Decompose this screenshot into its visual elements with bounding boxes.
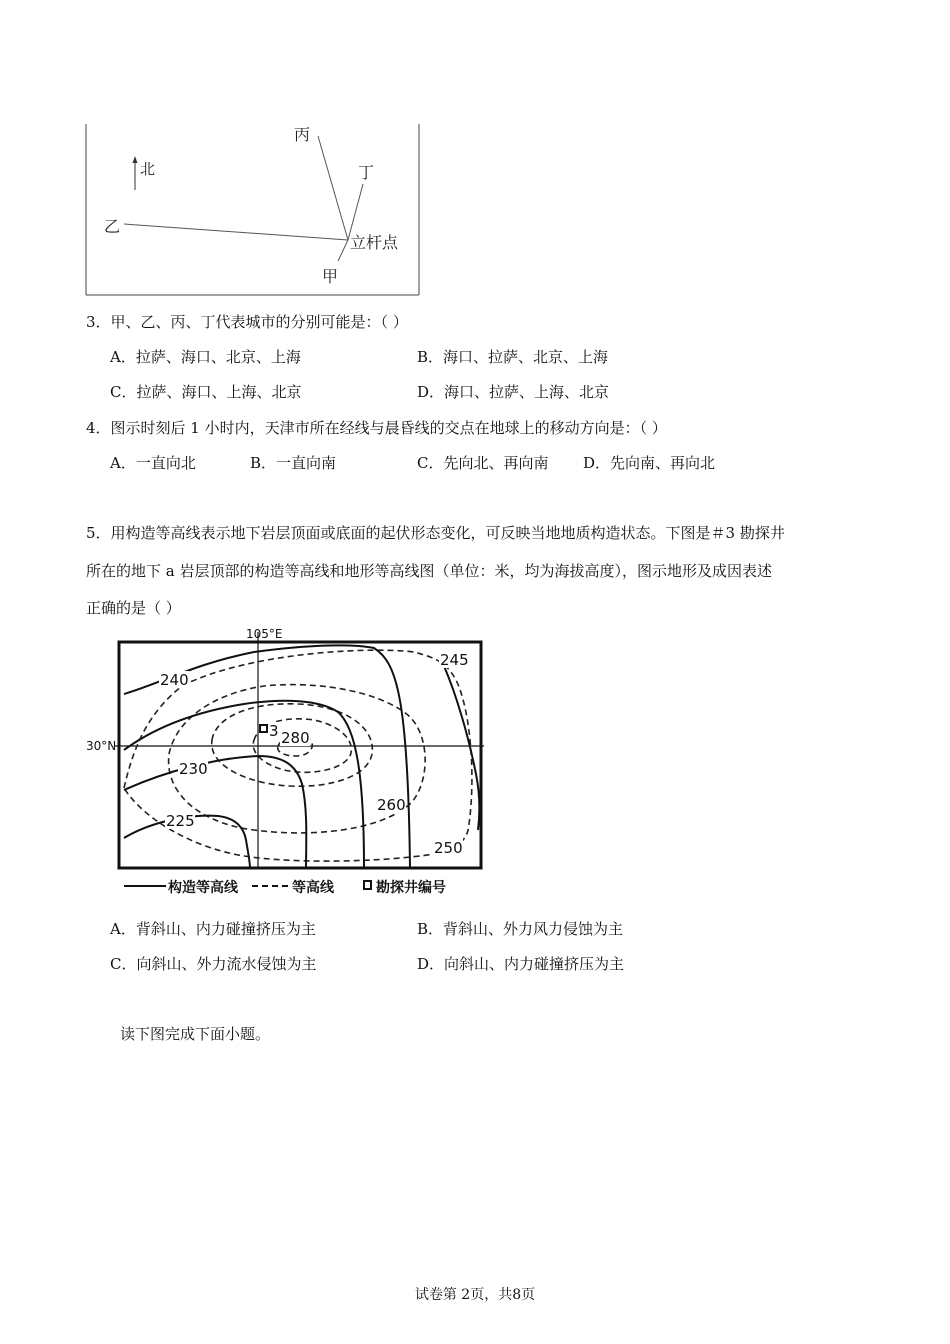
diagram-frame — [86, 124, 419, 295]
q4-option-b[interactable]: B．一直向南 — [250, 454, 337, 472]
q5-stem-line-3: 正确的是（ ） — [86, 599, 181, 617]
struct-contour-245 — [444, 666, 479, 830]
struct-contour-230 — [124, 701, 364, 868]
contour-label-250: 250 — [434, 839, 463, 857]
well-marker-icon — [260, 725, 267, 732]
contour-label-225: 225 — [166, 812, 195, 830]
label-jia: 甲 — [322, 267, 339, 286]
shadow-line-yi — [124, 224, 348, 240]
north-arrow-icon — [133, 156, 138, 190]
legend-topographic: 等高线 — [292, 880, 334, 896]
label-pole-point: 立杆点 — [350, 233, 399, 252]
label-ding: 丁 — [358, 163, 375, 182]
struct-contour-225 — [124, 756, 306, 868]
north-label: 北 — [140, 160, 156, 178]
q3-option-d[interactable]: D．海口、拉萨、上海、北京 — [417, 383, 610, 401]
q4-stem: 4．图示时刻后 1 小时内，天津市所在经线与晨昏线的交点在地球上的移动方向是：（ ） — [86, 419, 667, 437]
q4-option-c[interactable]: C．先向北、再向南 — [417, 454, 549, 472]
q4-option-d[interactable]: D．先向南、再向北 — [583, 454, 716, 472]
contour-label-230: 230 — [179, 760, 208, 778]
contour-label-280: 280 — [281, 729, 310, 747]
page-footer: 试卷第 2页，共8页 — [414, 1287, 536, 1303]
q5-option-b[interactable]: B．背斜山、外力风力侵蚀为主 — [417, 920, 624, 938]
contour-label-260: 260 — [377, 796, 406, 814]
q4-option-a[interactable]: A．一直向北 — [110, 454, 196, 472]
contour-label-245: 245 — [440, 651, 469, 669]
lat-label: 30°N — [86, 739, 117, 753]
map-legend — [124, 879, 446, 896]
shadow-diagram — [80, 120, 430, 300]
lon-label: 105°E — [246, 627, 283, 641]
q5-option-c[interactable]: C．向斜山、外力流水侵蚀为主 — [110, 955, 317, 973]
q5-stem-line-2: 所在的地下 a 岩层顶部的构造等高线和地形等高线图（单位：米，均为海拔高度），图示地形及成因表述 — [86, 562, 772, 580]
legend-well: 勘探井编号 — [376, 880, 446, 896]
shadow-line-jia — [338, 240, 348, 261]
contour-label-240: 240 — [160, 671, 189, 689]
q5-option-d[interactable]: D．向斜山、内力碰撞挤压为主 — [417, 955, 625, 973]
label-bing: 丙 — [294, 125, 311, 144]
q3-stem: 3．甲、乙、丙、丁代表城市的分别可能是：（ ） — [86, 313, 408, 331]
shadow-line-ding — [348, 184, 363, 240]
legend-structural: 构造等高线 — [168, 880, 238, 896]
q3-option-a[interactable]: A．拉萨、海口、北京、上海 — [110, 348, 301, 366]
read-figure-instruction: 读下图完成下面小题。 — [120, 1025, 271, 1043]
q3-option-b[interactable]: B．海口、拉萨、北京、上海 — [417, 348, 609, 366]
shadow-line-bing — [318, 136, 348, 240]
q3-option-c[interactable]: C．拉萨、海口、上海、北京 — [110, 383, 302, 401]
well-number-label: 3 — [269, 722, 279, 740]
contour-map — [84, 624, 494, 900]
q5-option-a[interactable]: A．背斜山、内力碰撞挤压为主 — [110, 920, 316, 938]
label-yi: 乙 — [104, 217, 121, 236]
q5-stem-line-1: 5．用构造等高线表示地下岩层顶面或底面的起伏形态变化，可反映当地地质构造状态。下图是＃3 勘探井 — [86, 524, 785, 542]
